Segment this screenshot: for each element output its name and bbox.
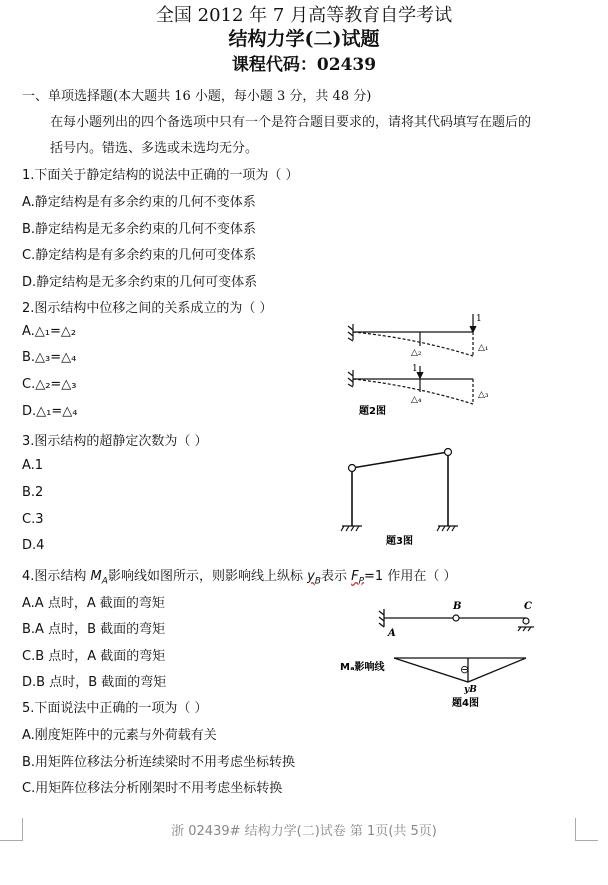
question-2-option-a: A.△₁=△₂ <box>22 324 77 339</box>
question-2-option-d: D.△₁=△₄ <box>22 404 78 419</box>
course-code: 课程代码：02439 <box>231 55 377 75</box>
question-5-option-c: C.用矩阵位移法分析刚架时不用考虑坐标转换 <box>22 781 283 796</box>
figure-3 <box>340 440 470 548</box>
fig2-delta-1: △₁ <box>478 343 489 353</box>
fig4-roller-c <box>523 618 529 624</box>
fig2-delta-3: △₃ <box>478 390 489 400</box>
fig4-hinge-b <box>453 615 459 621</box>
fig4-ma-label: Mₐ影响线 <box>340 662 385 673</box>
question-5-option-b: B.用矩阵位移法分析连续梁时不用考虑坐标转换 <box>22 755 296 770</box>
question-4-option-c: C.B 点时，A 截面的弯矩 <box>22 649 166 664</box>
page-title-line2: 结构力学(二)试题 <box>228 28 380 50</box>
fig3-caption: 题3图 <box>386 536 413 547</box>
fig2-load-2: 1 <box>412 364 418 374</box>
question-2-stem: 2.图示结构中位移之间的关系成立的为（ ） <box>22 301 273 316</box>
figure-2 <box>345 308 505 420</box>
question-3-option-c: C.3 <box>22 512 44 527</box>
question-3-stem: 3.图示结构的超静定次数为（ ） <box>22 434 208 449</box>
q4-stem-fp: $F_P$ <box>351 569 365 587</box>
fig2-delta-2: △₂ <box>411 348 422 358</box>
q4-stem-m: M <box>90 569 102 584</box>
fig4-label-b: B <box>453 601 462 612</box>
question-4-option-d: D.B 点时，B 截面的弯矩 <box>22 675 167 690</box>
question-4-option-a: A.A 点时，A 截面的弯矩 <box>22 596 165 611</box>
fig4-sign: ⊖ <box>460 663 470 676</box>
fig4-caption: 题4图 <box>452 698 479 709</box>
question-3-option-b: B.2 <box>22 485 44 500</box>
fig3-hinge-right <box>445 449 452 456</box>
fig2-load-1: 1 <box>476 314 482 324</box>
question-1-stem: 1.下面关于静定结构的说法中正确的一项为（ ） <box>22 168 299 183</box>
question-1-option-c: C.静定结构是有多余约束的几何可变体系 <box>22 248 257 263</box>
fig2-caption: 题2图 <box>359 406 386 417</box>
question-1-option-a: A.静定结构是有多余约束的几何不变体系 <box>22 195 256 210</box>
figure-4 <box>338 596 548 714</box>
fig3-fixed-support-right <box>437 526 458 531</box>
page-title-line1: 全国 2012 年 7 月高等教育自学考试 <box>155 5 453 26</box>
page-footer: 浙 02439# 结构力学(二)试卷 第 1页(共 5页) <box>171 824 437 839</box>
fig4-label-a: A <box>388 628 396 639</box>
question-5-option-a: A.刚度矩阵中的元素与外荷载有关 <box>22 728 217 743</box>
section-instructions-2: 括号内。错选、多选或未选均无分。 <box>50 141 259 156</box>
q4-stem-mid: 影响线如图所示，则影响线上纵标 <box>107 569 308 584</box>
q4-stem-mid2: 表示 <box>320 569 352 584</box>
q4-stem-msub: A <box>101 576 108 587</box>
question-1-option-b: B.静定结构是无多余约束的几何不变体系 <box>22 222 257 237</box>
q4-stem-post: =1 作用在（ ） <box>364 569 457 584</box>
question-4-stem <box>22 565 456 587</box>
question-5-stem: 5.下面说法中正确的一项为（ ） <box>22 701 208 716</box>
q4-stem-yb: $y_B$ <box>307 569 321 587</box>
fig2-delta-4: △₄ <box>411 395 422 405</box>
fig3-hinge-left <box>349 465 356 472</box>
section-instructions-1: 在每小题列出的四个备选项中只有一个是符合题目要求的，请将其代码填写在题后的 <box>50 115 532 130</box>
question-4-option-b: B.A 点时，B 截面的弯矩 <box>22 622 166 637</box>
section-heading: 一、单项选择题(本大题共 16 小题，每小题 3 分，共 48 分) <box>22 89 372 104</box>
fig4-yb: yB <box>464 685 477 695</box>
question-1-option-d: D.静定结构是无多余约束的几何可变体系 <box>22 275 258 290</box>
q4-stem-pre: 4.图示结构 <box>22 569 91 584</box>
fig4-label-c: C <box>524 601 532 612</box>
fig4-support-c <box>518 627 534 631</box>
question-2-option-b: B.△₃=△₄ <box>22 350 77 365</box>
question-3-option-a: A.1 <box>22 458 44 473</box>
question-2-option-c: C.△₂=△₃ <box>22 377 77 392</box>
question-3-option-d: D.4 <box>22 538 45 553</box>
fig3-fixed-support-left <box>341 526 362 531</box>
